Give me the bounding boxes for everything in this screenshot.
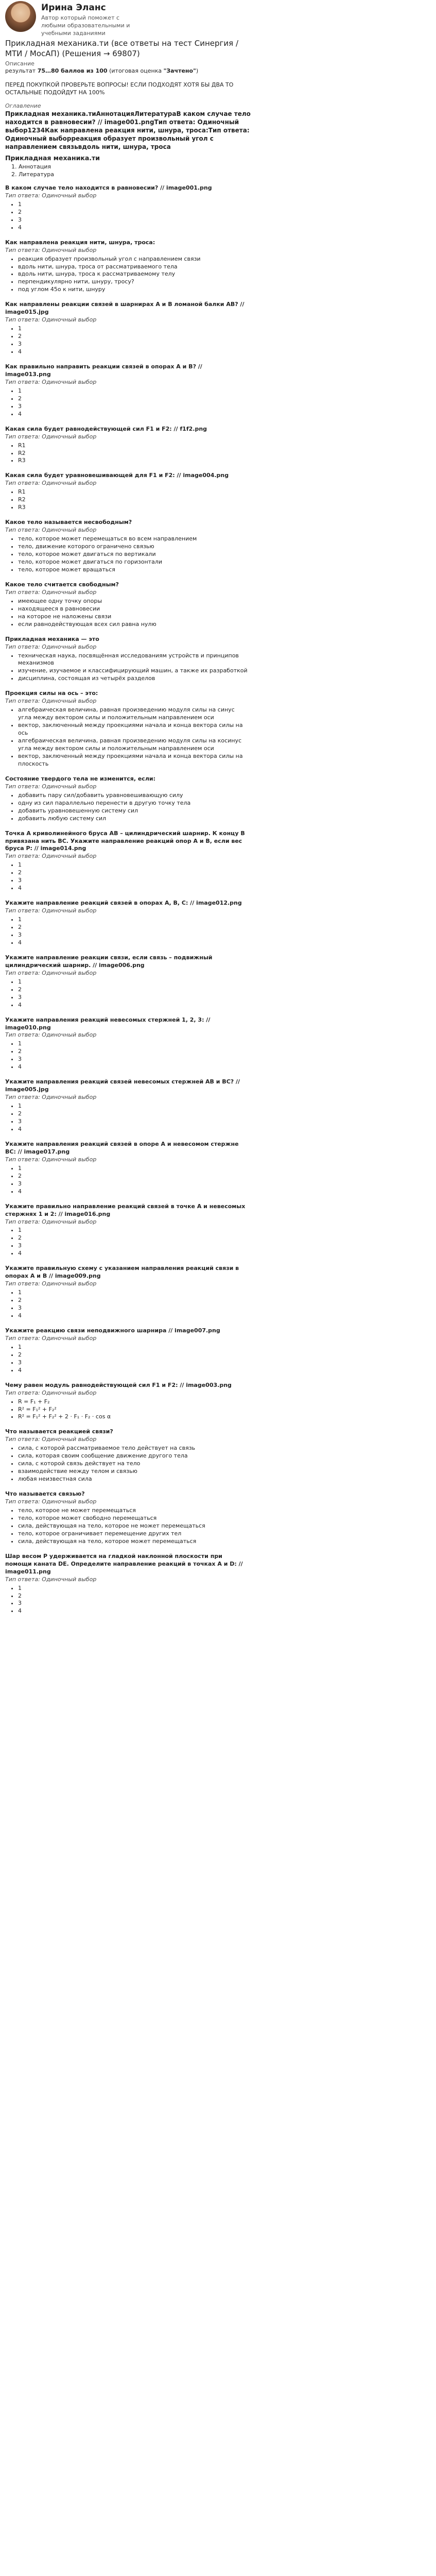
answer-option: • R = F₁ + F₂: [18, 1398, 250, 1406]
toc-item[interactable]: [19, 171, 431, 179]
author-name[interactable]: Ирина Эланс: [41, 3, 106, 13]
answer-option: • 4: [18, 411, 250, 418]
answer-option: • 2: [18, 1592, 250, 1600]
answer-option: • 3: [18, 877, 250, 885]
answer-option: • 4: [18, 1367, 250, 1375]
question-block: [5, 775, 431, 823]
answer-option: • 1: [18, 1344, 250, 1351]
question-block: [5, 581, 431, 629]
answer-options: [5, 792, 431, 823]
answer-option: • 4: [18, 1063, 250, 1071]
question-block: [5, 519, 431, 574]
question-block: [5, 1428, 431, 1483]
answer-option: • 3: [18, 994, 250, 1002]
answer-option: • 4: [18, 1607, 250, 1615]
question-title: Какая сила будет равнодействующей сил F1 и F2: // f1f2.png: [5, 425, 207, 432]
answer-option: • 4: [18, 1312, 250, 1320]
answer-options: [5, 1165, 431, 1196]
question-block: [5, 636, 431, 683]
question-title: Какое тело называется несвободным?: [5, 519, 132, 526]
answer-option: • тело, которое может двигаться по вертикали: [18, 551, 250, 558]
question-title: Какая сила будет уравновешивающей для F1 и F2: // image004.png: [5, 472, 229, 479]
intro-text: Прикладная механика.тиАннотацияЛитератураВ каком случае тело находится в равновесии? // image001.pngТип ответа: Одиночный выбор1234Как направлена реакция нити, шнура, троса:Тип ответа: Одиночный выборреакция образует произвольный угол с направлением связьвдоль нити, шнура, троса: [5, 110, 251, 151]
answer-option: • 2: [18, 1173, 250, 1180]
answer-option: • R² = F₁² + F₂² + 2 · F₁ · F₂ · cos α: [18, 1413, 250, 1421]
answer-option: • 2: [18, 395, 250, 403]
answer-option: • имеющее одну точку опоры: [18, 598, 250, 605]
question-block: [5, 1265, 431, 1320]
answer-type-label: Тип ответа: Одиночный выбор: [5, 907, 97, 914]
result-line: [5, 67, 431, 75]
answer-option: • 2: [18, 869, 250, 877]
answer-option: • сила, с которой связь действует на тело: [18, 1460, 250, 1468]
question-block: [5, 363, 431, 418]
answer-type-label: Тип ответа: Одиночный выбор: [5, 433, 97, 440]
answer-option: • тело, которое может вращаться: [18, 566, 250, 574]
question-block: [5, 184, 431, 232]
question-block: [5, 830, 431, 893]
answer-options: [5, 488, 431, 512]
answer-options: [5, 706, 431, 768]
question-title: Как направлена реакция нити, шнура, троса:: [5, 239, 155, 246]
toc-item-label[interactable]: Литература: [19, 171, 54, 178]
answer-option: • вдоль нити, шнура, троса к рассматриваемому телу: [18, 270, 250, 278]
question-block: [5, 239, 431, 294]
answer-option: • тело, движение которого ограничено связью: [18, 543, 250, 551]
result-score: 75…80 баллов из 100: [37, 67, 108, 75]
answer-type-label: Тип ответа: Одиночный выбор: [5, 527, 97, 534]
answer-option: • 1: [18, 1165, 250, 1173]
answer-options: [5, 256, 431, 294]
answer-option: • 2: [18, 1297, 250, 1304]
answer-option: • техническая наука, посвящённая исследованиям устройств и принципов механизмов: [18, 652, 250, 668]
answer-type-label: Тип ответа: Одиночный выбор: [5, 588, 97, 596]
question-block: [5, 1016, 431, 1072]
question-block: [5, 900, 431, 947]
question-block: [5, 1382, 431, 1421]
notice-text: ПЕРЕД ПОКУПКОЙ ПРОВЕРЬТЕ ВОПРОСЫ! ЕСЛИ ПОДХОДЯТ ХОТЯ БЫ ДВА ТО ОСТАЛЬНЫЕ ПОДОЙДУТ НА 100%: [5, 81, 234, 96]
answer-option: • 4: [18, 1250, 250, 1258]
answer-option: • алгебраическая величина, равная произведению модуля силы на косинус угла между вектором силы и положительным направлением оси: [18, 737, 250, 753]
answer-option: • добавить пару сил/добавить уравновешивающую силу: [18, 792, 250, 800]
question-block: [5, 954, 431, 1009]
answer-option: • 4: [18, 885, 250, 892]
question-title: Укажите направления реакций связей в опоре А и невесомом стержне ВС: // image017.png: [5, 1140, 239, 1155]
answer-options: [5, 387, 431, 418]
answer-option: • 3: [18, 1600, 250, 1607]
answer-option: • вектор, заключенный между проекциями начала и конца вектора силы на ось: [18, 722, 250, 737]
answer-options: [5, 442, 431, 465]
answer-option: • 3: [18, 341, 250, 348]
author-block: [5, 0, 431, 38]
answer-option: • сила, которая своим сообщение движение другого тела: [18, 1452, 250, 1460]
question-block: [5, 1203, 431, 1258]
answer-option: • взаимодействие между телом и связью: [18, 1468, 250, 1476]
answer-options: [5, 978, 431, 1009]
answer-option: • дисциплина, состоящая из четырёх разделов: [18, 675, 250, 683]
answer-option: • под углом 45о к нити, шнуру: [18, 286, 250, 294]
answer-options: [5, 1040, 431, 1071]
answer-type-label: Тип ответа: Одиночный выбор: [5, 1498, 97, 1505]
answer-option: • 3: [18, 216, 250, 224]
answer-option: • 2: [18, 1048, 250, 1056]
answer-option: • перпендикулярно нити, шнуру, тросу?: [18, 278, 250, 286]
result-suffix: ): [196, 67, 199, 75]
answer-options: [5, 1227, 431, 1258]
answer-options: [5, 535, 431, 574]
question-block: [5, 1553, 431, 1616]
author-info: [41, 1, 139, 38]
answer-type-label: Тип ответа: Одиночный выбор: [5, 1575, 97, 1583]
answer-option: • 2: [18, 333, 250, 341]
answer-option: • 1: [18, 861, 250, 869]
answer-option: • добавить уравновешенную систему сил: [18, 807, 250, 815]
question-title: Как правильно направить реакции связей в опорах А и В? // image013.png: [5, 363, 202, 378]
description-label: Описание: [5, 60, 34, 67]
answer-option: • тело, которое ограничивает перемещение других тел: [18, 1530, 250, 1538]
question-title: Прикладная механика — это: [5, 635, 99, 642]
answer-option: • 3: [18, 1304, 250, 1312]
answer-type-label: Тип ответа: Одиночный выбор: [5, 1334, 97, 1342]
answer-option: • 3: [18, 1180, 250, 1188]
answer-option: • 2: [18, 1110, 250, 1118]
answer-option: • тело, которое не может перемещаться: [18, 1507, 250, 1515]
answer-option: • 3: [18, 403, 250, 411]
answer-options: [5, 1289, 431, 1320]
toc-list: [5, 163, 431, 179]
avatar[interactable]: [5, 1, 36, 32]
answer-options: [5, 1585, 431, 1616]
answer-option: • алгебраическая величина, равная произведению модуля силы на синус угла между вектором силы и положительным направлением оси: [18, 706, 250, 722]
question-title: Как направлены реакции связей в шарнирах А и В ломаной балки АВ? // image015.jpg: [5, 301, 245, 316]
answer-options: [5, 916, 431, 947]
answer-option: • 2: [18, 209, 250, 216]
answer-type-label: Тип ответа: Одиночный выбор: [5, 643, 97, 650]
answer-option: • 1: [18, 1227, 250, 1234]
answer-type-label: Тип ответа: Одиночный выбор: [5, 1094, 97, 1101]
answer-options: [5, 598, 431, 629]
answer-option: • сила, с которой рассматриваемое тело действует на связь: [18, 1445, 250, 1452]
answer-type-label: Тип ответа: Одиночный выбор: [5, 192, 97, 199]
answer-option: • 3: [18, 931, 250, 939]
question-title: Точка А криволинейного бруса АВ – цилиндрический шарнир. К концу В привязана нить ВС. Укажите направление реакций опор А и В, если вес бруса Р: // image014.png: [5, 829, 245, 852]
answer-type-label: Тип ответа: Одиночный выбор: [5, 1280, 97, 1287]
answer-type-label: Тип ответа: Одиночный выбор: [5, 969, 97, 976]
answer-option: • тело, которое может перемещаться во всем направлением: [18, 535, 250, 543]
answer-options: [5, 652, 431, 683]
question-block: [5, 1327, 431, 1375]
toc-label: Оглавление: [5, 103, 41, 110]
result-grade: "Зачтено": [163, 67, 196, 75]
answer-type-label: Тип ответа: Одиночный выбор: [5, 1436, 97, 1443]
answer-option: • R1: [18, 442, 250, 450]
answer-options: [5, 1344, 431, 1375]
answer-option: • R3: [18, 504, 250, 512]
toc-item-label[interactable]: Аннотация: [19, 163, 51, 171]
answer-option: • 1: [18, 387, 250, 395]
question-block: [5, 1078, 431, 1133]
question-title: Укажите направления реакций невесомых стержней 1, 2, 3: // image010.png: [5, 1016, 211, 1031]
answer-option: • 1: [18, 1585, 250, 1592]
answer-option: • 3: [18, 1359, 250, 1367]
answer-option: • 4: [18, 348, 250, 356]
answer-option: • если равнодействующая всех сил равна нулю: [18, 621, 250, 629]
answer-option: • 2: [18, 1234, 250, 1242]
answer-type-label: Тип ответа: Одиночный выбор: [5, 853, 97, 860]
answer-option: • 1: [18, 1040, 250, 1048]
answer-option: • 1: [18, 978, 250, 986]
answer-option: • 4: [18, 1002, 250, 1009]
author-description: Автор который поможет с любыми образовательными и учебными заданиями: [41, 14, 130, 37]
answer-option: • любая неизвестная сила: [18, 1476, 250, 1483]
answer-option: • 2: [18, 986, 250, 994]
answer-option: • на которое не наложены связи: [18, 613, 250, 621]
answer-options: [5, 1507, 431, 1546]
answer-option: • 4: [18, 1188, 250, 1196]
answer-type-label: Тип ответа: Одиночный выбор: [5, 1389, 97, 1396]
answer-option: • реакция образует произвольный угол с направлением связи: [18, 256, 250, 263]
answer-option: • тело, которое может свободно перемещаться: [18, 1515, 250, 1522]
answer-option: • 2: [18, 1351, 250, 1359]
answer-option: • 3: [18, 1118, 250, 1126]
answer-type-label: Тип ответа: Одиночный выбор: [5, 1218, 97, 1225]
question-block: [5, 690, 431, 768]
answer-options: [5, 325, 431, 356]
answer-type-label: Тип ответа: Одиночный выбор: [5, 783, 97, 790]
answer-type-label: Тип ответа: Одиночный выбор: [5, 480, 97, 487]
answer-type-label: Тип ответа: Одиночный выбор: [5, 378, 97, 385]
result-prefix: результат: [5, 67, 38, 75]
question-title: Укажите правильную схему с указанием направления реакций связи в опорах А и В // image009.png: [5, 1265, 239, 1280]
answer-option: • 1: [18, 916, 250, 924]
answer-option: • сила, действующая на тело, которое не может перемещаться: [18, 1522, 250, 1530]
answer-options: [5, 861, 431, 892]
question-title: Состояние твердого тела не изменится, если:: [5, 775, 155, 782]
answer-option: • изучение, изучаемое и классифицирующий машин, а также их разработкой: [18, 667, 250, 675]
answer-option: • R2: [18, 496, 250, 504]
answer-type-label: Тип ответа: Одиночный выбор: [5, 246, 97, 253]
answer-option: • находящееся в равновесии: [18, 605, 250, 613]
answer-option: • добавить любую систему сил: [18, 815, 250, 823]
answer-option: • 3: [18, 1242, 250, 1250]
question-title: Чему равен модуль равнодействующей сил F1 и F2: // image003.png: [5, 1381, 232, 1388]
answer-option: • сила, действующая на тело, которое может перемещаться: [18, 1538, 250, 1546]
section-title: Прикладная механика.ти: [5, 154, 100, 162]
answer-type-label: Тип ответа: Одиночный выбор: [5, 698, 97, 705]
answer-option: • вектор, заключенный между проекциями начала и конца вектора силы на плоскость: [18, 753, 250, 768]
answer-option: • 3: [18, 1056, 250, 1063]
answer-type-label: Тип ответа: Одиночный выбор: [5, 316, 97, 324]
question-block: [5, 426, 431, 465]
answer-option: • R3: [18, 457, 250, 465]
answer-option: • 4: [18, 224, 250, 232]
question-title: Проекция силы на ось – это:: [5, 690, 98, 697]
answer-option: • R2: [18, 450, 250, 457]
question-title: Какое тело считается свободным?: [5, 581, 119, 588]
question-title: Что называется реакцией связи?: [5, 1428, 113, 1435]
answer-option: • вдоль нити, шнура, троса от рассматриваемого тела: [18, 263, 250, 271]
answer-option: • 1: [18, 325, 250, 333]
question-title: Шар весом Р удерживается на гладкой наклонной плоскости при помощи каната DE. Определите направление реакций в точках А и D: // image011.png: [5, 1552, 243, 1575]
question-block: [5, 301, 431, 356]
answer-options: [5, 1398, 431, 1421]
answer-option: • 1: [18, 1103, 250, 1110]
question-title: Укажите правильно направление реакций связей в точке А и невесомых стержнях 1 и 2: // image016.png: [5, 1202, 246, 1217]
answer-option: • 4: [18, 939, 250, 947]
answer-option: • 2: [18, 924, 250, 931]
answer-option: • R1: [18, 488, 250, 496]
answer-option: • 1: [18, 1289, 250, 1297]
answer-type-label: Тип ответа: Одиночный выбор: [5, 1156, 97, 1163]
page-title: Прикладная механика.ти (все ответы на тест Синергия / МТИ / МосАП) (Решения → 69807): [5, 39, 239, 59]
answer-options: [5, 1445, 431, 1483]
answer-option: • одну из сил параллельно перенести в другую точку тела: [18, 800, 250, 807]
answer-option: • 1: [18, 201, 250, 209]
question-title: Укажите направления реакций связей невесомых стержней АВ и ВС? // image005.jpg: [5, 1078, 240, 1093]
question-title: Что называется связью?: [5, 1490, 85, 1498]
answer-options: [5, 201, 431, 232]
result-middle: (итоговая оценка: [107, 67, 164, 75]
question-title: Укажите реакцию связи неподвижного шарнира // image007.png: [5, 1327, 220, 1334]
question-block: [5, 472, 431, 512]
question-block: [5, 1141, 431, 1196]
toc-item[interactable]: [19, 163, 431, 171]
questions-list: [5, 184, 431, 1615]
answer-type-label: Тип ответа: Одиночный выбор: [5, 1031, 97, 1039]
answer-option: • тело, которое может двигаться по горизонтали: [18, 558, 250, 566]
answer-option: • R² = F₁² + F₂²: [18, 1406, 250, 1414]
question-block: [5, 1490, 431, 1546]
question-title: Укажите направление реакции связи, если связь – подвижный цилиндрический шарнир. // image006.png: [5, 954, 213, 969]
answer-options: [5, 1103, 431, 1133]
answer-option: • 4: [18, 1126, 250, 1133]
question-title: В каком случае тело находится в равновесии? // image001.png: [5, 184, 212, 191]
question-title: Укажите направление реакций связей в опорах А, В, С: // image012.png: [5, 900, 242, 907]
